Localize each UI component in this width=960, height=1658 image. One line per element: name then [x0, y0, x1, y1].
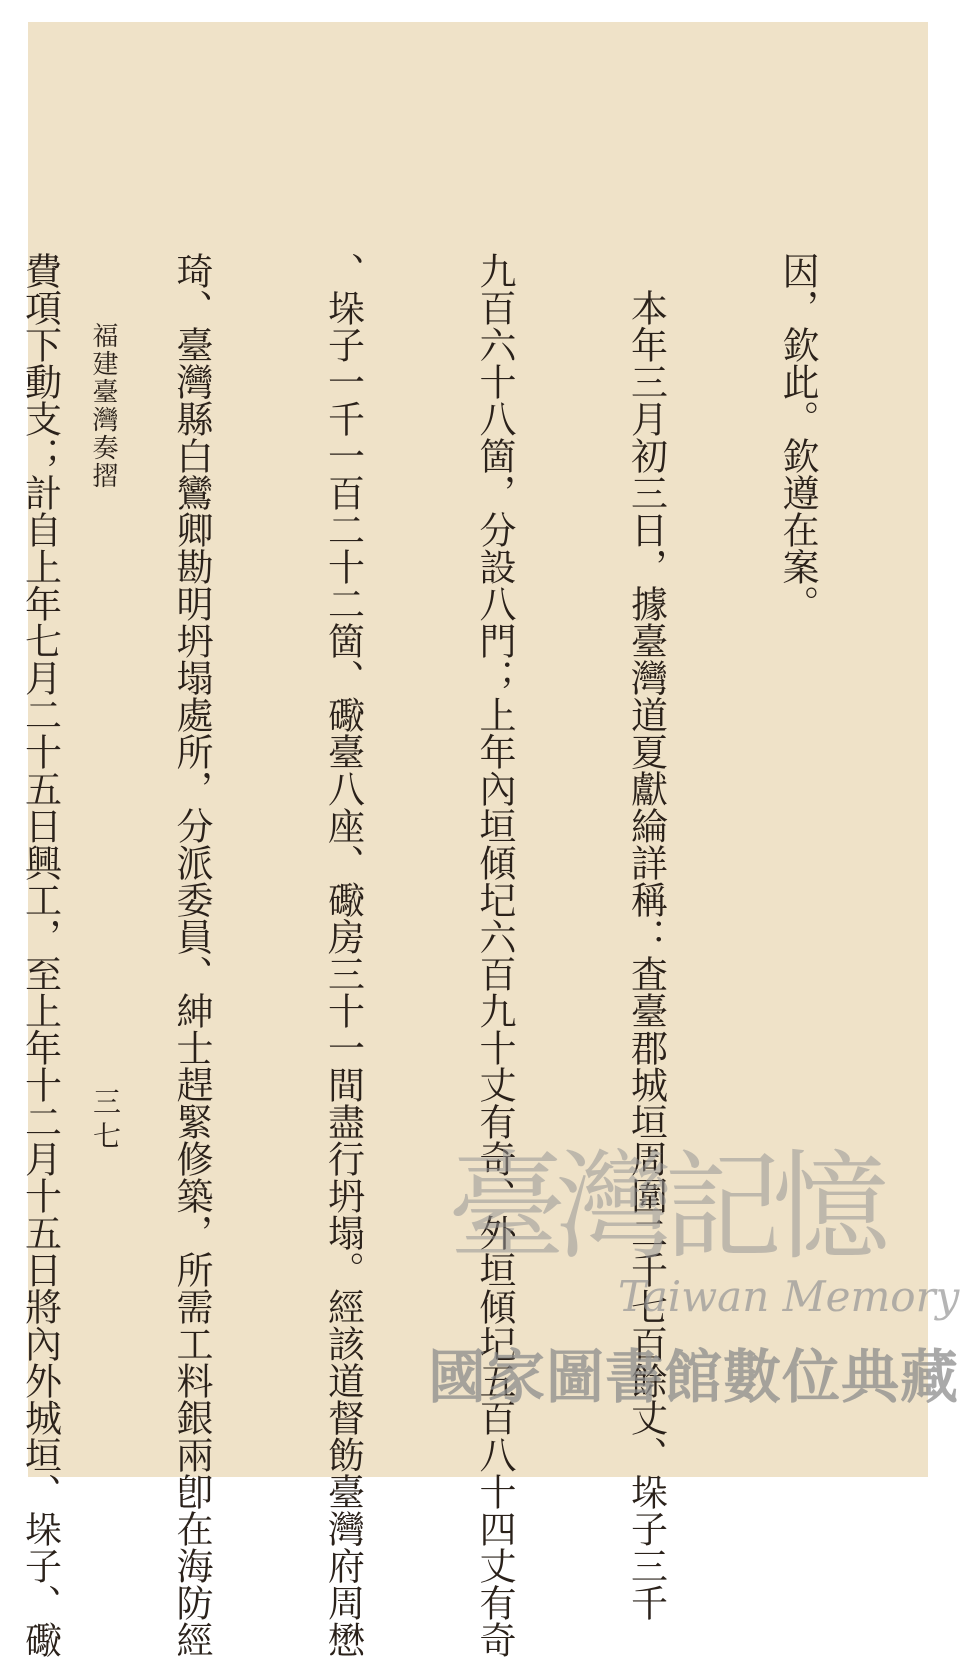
watermark-logo: 臺灣記憶 — [448, 1138, 881, 1276]
text-line: 費項下動支；計自上年七月二十五日興工，至上年十二月十五日將內外城垣、垛子、礮 — [18, 252, 62, 1658]
watermark-subtitle: Taiwan Memory — [618, 1272, 960, 1321]
book-page — [18, 22, 960, 1658]
running-head: 福建臺灣奏摺 — [88, 322, 118, 490]
text-line: 本年三月初三日，據臺灣道夏獻綸詳稱：査臺郡城垣周圍二千七百餘丈、垛子三千 — [624, 252, 668, 1621]
page-number: 三七 — [89, 1087, 122, 1155]
text-line: 琦、臺灣縣白鸞卿勘明坍塌處所，分派委員、紳士趕緊修築，所需工料銀兩卽在海防經 — [170, 252, 213, 1658]
text-line: 九百六十八箇，分設八門；上年內垣傾圮六百九十丈有奇、外垣傾圮五百八十四丈有奇 — [473, 252, 516, 1658]
text-line: 、垛子一千一百二十二箇、礮臺八座、礮房三十一間盡行坍塌。經該道督飭臺灣府周懋 — [321, 252, 365, 1658]
text-line: 因，欽此。欽遵在案。 — [776, 252, 819, 622]
watermark — [428, 1112, 960, 1412]
watermark-caption: 國家圖書館數位典藏 — [428, 1343, 960, 1411]
